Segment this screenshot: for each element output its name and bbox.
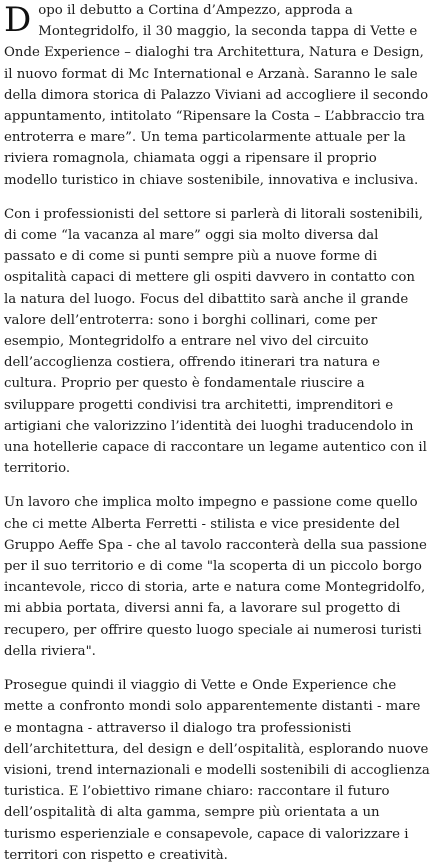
- paragraph-4-text: Prosegue quindi il viaggio di Vette e Onde Experience che mette a confronto mondi solo apparentemente distanti - mare e montagna - attraverso il dialogo tra professionisti dell’architettura, del design e dell’ospitalità, esplorando nuove visioni, trend internazionali e modelli sostenibili di accoglienza turistica. E l’obiettivo rimane chiaro: raccontare il futuro dell’ospitalità di alta gamma, sempre più orientata a un turismo esperienziale e consapevole, capace di valorizzare i territori con rispetto e creatività.: [4, 678, 430, 863]
- paragraph-2: [4, 204, 430, 480]
- paragraph-1-text: opo il debutto a Cortina d’Ampezzo, approda a Montegridolfo, il 30 maggio, la seconda tappa di Vette e Onde Experience – dialoghi tra Architettura, Natura e Design, il nuovo format di Mc International e Arzanà. Saranno le sale della dimora storica di Palazzo Viviani ad accogliere il secondo appuntamento, intitolato “Ripensare la Costa – L’abbraccio tra entroterra e mare”. Un tema particolarmente attuale per la riviera romagnola, chiamata oggi a ripensare il proprio modello turistico in chiave sostenibile, innovativa e inclusiva.: [4, 3, 429, 188]
- drop-cap-letter: D: [4, 0, 32, 40]
- paragraph-3: [4, 492, 430, 662]
- paragraph-4: [4, 675, 430, 866]
- paragraph-3-text: Un lavoro che implica molto impegno e passione come quello che ci mette Alberta Ferretti - stilista e vice presidente del Gruppo Aeffe Spa - che al tavolo racconterà della sua passione per il suo territorio e di come "la scoperta di un piccolo borgo incantevole, ricco di storia, arte e natura come Montegridolfo, mi abbia portata, diversi anni fa, a lavorare sul progetto di recupero, per offrire questo luogo speciale ai numerosi turisti della riviera".: [4, 495, 427, 659]
- paragraph-2-text: Con i professionisti del settore si parlerà di litorali sostenibili, di come “la vacanza al mare” oggi sia molto diversa dal passato e di come si punti sempre più a nuove forme di ospitalità capaci di mettere gli ospiti davvero in contatto con la natura del luogo. Focus del dibattito sarà anche il grande valore dell’entroterra: sono i borghi collinari, come per esempio, Montegridolfo a entrare nel vivo del circuito dell’accoglienza costiera, offrendo itinerari tra natura e cultura. Proprio per questo è fondamentale riuscire a sviluppare progetti condivisi tra architetti, imprenditori e artigiani che valorizzino l’identità dei luoghi traducendolo in una hotellerie capace di raccontare un legame autentico con il territorio.: [4, 206, 427, 477]
- article-body: [4, 0, 430, 866]
- paragraph-1: [4, 0, 430, 191]
